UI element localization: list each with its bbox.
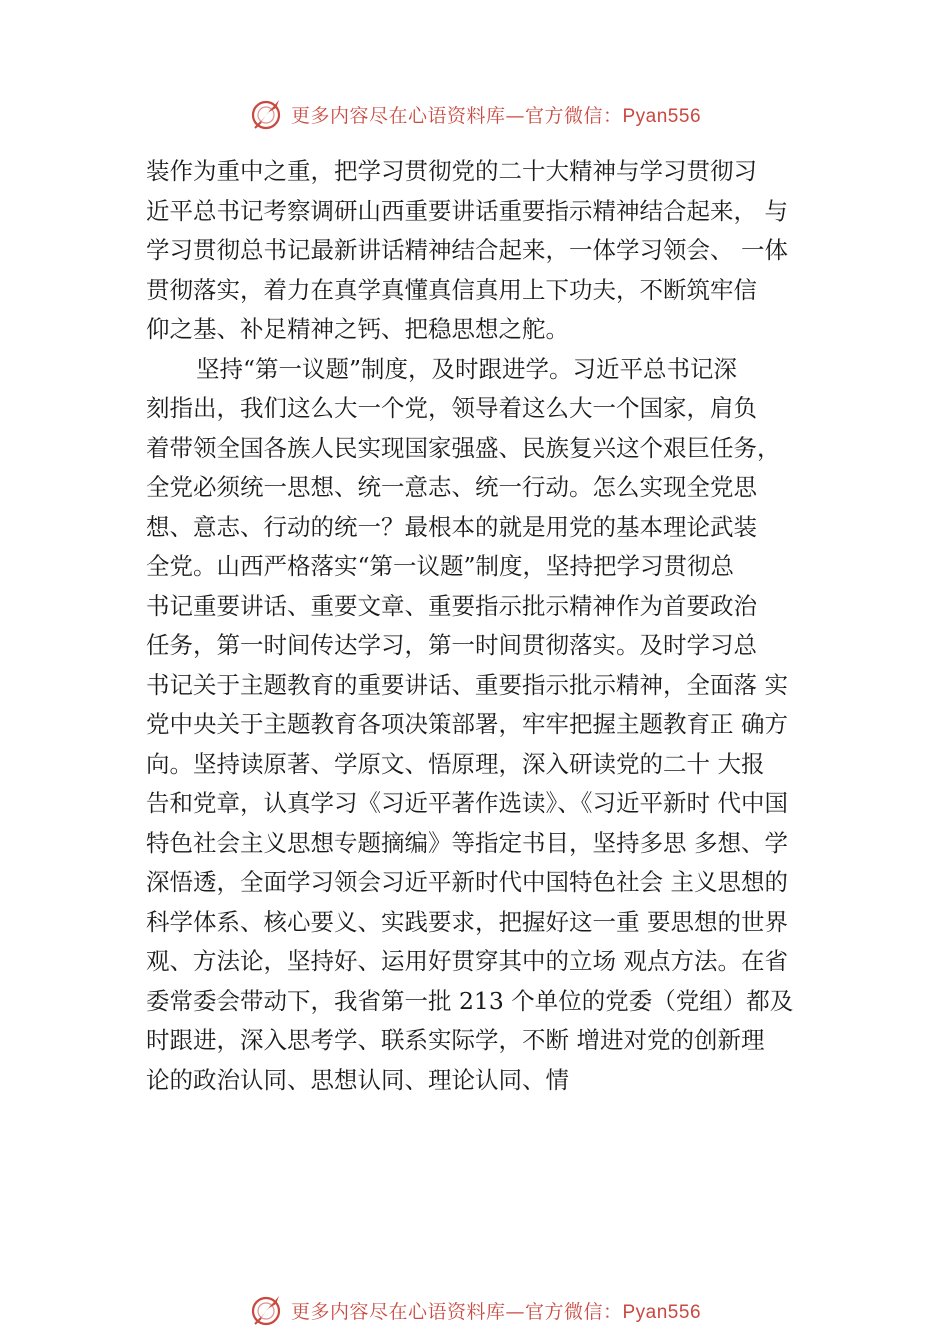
body-line: 想、意志、行动的统一？最根本的就是用党的基本理论武装 [146, 512, 757, 541]
quill-seal-logo-icon [249, 96, 285, 132]
quill-seal-logo-icon [249, 1292, 285, 1328]
body-line: 贯彻落实，着力在真学真懂真信真用上下功夫，不断筑牢信 [146, 275, 757, 304]
body-line: 全党必须统一思想、统一意志、统一行动。怎么实现全党思 [146, 473, 757, 501]
body-line: 仰之基、补足精神之钙、把稳思想之舵。 [146, 315, 569, 343]
footer-wechat-id: Pyan556 [622, 1301, 702, 1323]
body-line: 观、方法论，坚持好、运用好贯穿其中的立场 观点方法。在省 [146, 947, 788, 975]
body-line: 书记重要讲话、重要文章、重要指示批示精神作为首要政治 [146, 591, 757, 620]
body-line: 委常委会带动下，我省第一批 213 个单位的党委（党组）都及 [146, 986, 794, 1015]
body-line: 深悟透，全面学习领会习近平新时代中国特色社会 主义思想的 [146, 868, 788, 896]
body-line: 书记关于主题教育的重要讲话、重要指示批示精神，全面落 实 [146, 670, 788, 699]
body-line: 刻指出，我们这么大一个党，领导着这么大一个国家，肩负 [146, 394, 757, 422]
header-wechat-id: Pyan556 [622, 105, 702, 127]
body-line: 向。坚持读原著、学原文、悟原理，深入研读党的二十 大报 [146, 749, 765, 778]
footer-banner-text [291, 1297, 701, 1324]
body-line: 论的政治认同、思想认同、理论认同、情 [146, 1065, 569, 1094]
body-line: 告和党章，认真学习《习近平著作选读》、《习近平新时 代中国 [146, 789, 788, 817]
body-line: 着带领全国各族人民实现国家强盛、民族复兴这个艰巨任务， [146, 433, 781, 462]
header-banner-main: 更多内容尽在心语资料库 [290, 104, 506, 127]
body-line: 任务，第一时间传达学习，第一时间贯彻落实。及时学习总 [146, 631, 757, 659]
footer-banner-main: 更多内容尽在心语资料库 [290, 1300, 506, 1323]
header-banner [0, 94, 950, 134]
document-body [146, 152, 836, 1100]
body-line: 全党。山西严格落实“第一议题”制度，坚持把学习贯彻总 [146, 552, 735, 580]
body-line: 时跟进，深入思考学、联系实际学，不断 增进对党的创新理 [146, 1026, 765, 1054]
body-line: 党中央关于主题教育各项决策部署，牢牢把握主题教育正 确方 [146, 710, 788, 738]
body-line: 近平总书记考察调研山西重要讲话重要指示精神结合起来， 与 [146, 196, 788, 225]
footer-banner [0, 1290, 950, 1330]
body-line: 学习贯彻总书记最新讲话精神结合起来，一体学习领会、 一体 [146, 236, 788, 264]
paragraph-start-line: 坚持“第一议题”制度，及时跟进学。习近平总书记深 [196, 354, 738, 383]
body-line: 科学体系、核心要义、实践要求，把握好这一重 要思想的世界 [146, 907, 788, 936]
body-line: 特色社会主义思想专题摘编》等指定书目，坚持多思 多想、学 [146, 828, 788, 857]
footer-banner-dash: —官方微信： [505, 1300, 623, 1323]
header-banner-dash: —官方微信： [505, 104, 623, 127]
body-line: 装作为重中之重，把学习贯彻党的二十大精神与学习贯彻习 [146, 157, 757, 185]
header-banner-text [291, 101, 701, 128]
